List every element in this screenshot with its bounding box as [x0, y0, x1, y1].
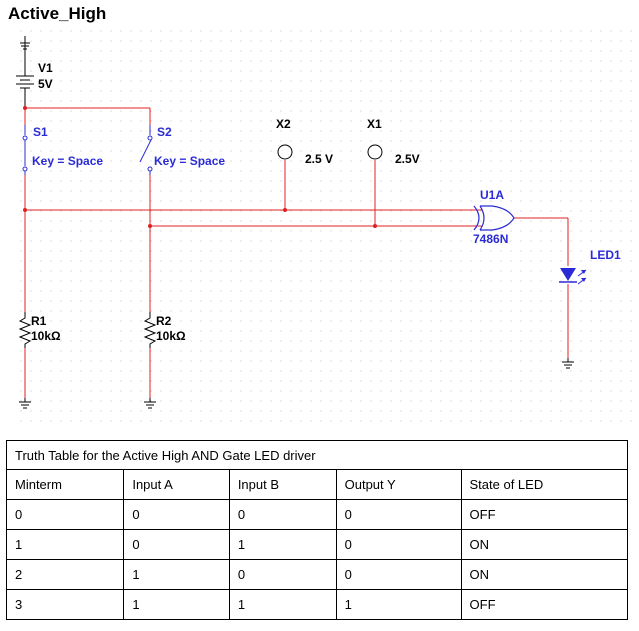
header-state-of-led: State of LED	[461, 470, 627, 500]
r2-value: 10kΩ	[156, 329, 186, 343]
header-minterm: Minterm	[7, 470, 124, 500]
truth-table	[6, 440, 628, 620]
table-cell: 1	[229, 530, 336, 560]
table-cell: 0	[124, 530, 229, 560]
r1-label: R1	[31, 314, 47, 328]
truth-table-caption: Truth Table for the Active High AND Gate LED driver	[7, 441, 628, 470]
s2-key-label: Key = Space	[154, 154, 226, 168]
truth-table-caption-row	[7, 441, 628, 470]
probe-x1	[368, 145, 382, 159]
table-cell: ON	[461, 560, 627, 590]
table-cell: 0	[336, 560, 461, 590]
table-cell: 0	[229, 500, 336, 530]
s1-key-label: Key = Space	[32, 154, 104, 168]
table-cell: 1	[336, 590, 461, 620]
table-cell: 0	[124, 500, 229, 530]
x2-label: X2	[276, 117, 291, 131]
table-cell: 0	[229, 560, 336, 590]
table-cell: 1	[124, 590, 229, 620]
table-cell: 0	[336, 500, 461, 530]
x1-value: 2.5V	[395, 152, 420, 166]
v1-value: 5V	[38, 77, 53, 91]
r2-label: R2	[156, 314, 172, 328]
table-cell: 2	[7, 560, 124, 590]
x2-value: 2.5 V	[305, 152, 334, 166]
u1-label: U1A	[480, 188, 505, 202]
header-input-a: Input A	[124, 470, 229, 500]
table-cell: 1	[124, 560, 229, 590]
table-row	[7, 560, 628, 590]
table-cell: OFF	[461, 590, 627, 620]
table-cell: OFF	[461, 500, 627, 530]
page-title: Active_High	[8, 4, 107, 23]
x1-label: X1	[367, 117, 382, 131]
table-cell: 1	[229, 590, 336, 620]
probe-x2	[278, 145, 292, 159]
table-cell: 1	[7, 530, 124, 560]
table-row	[7, 500, 628, 530]
table-row	[7, 530, 628, 560]
header-input-b: Input B	[229, 470, 336, 500]
table-cell: ON	[461, 530, 627, 560]
schematic-grid	[12, 30, 634, 425]
truth-table-header-row	[7, 470, 628, 500]
table-cell: 0	[336, 530, 461, 560]
u1-part-label: 7486N	[473, 232, 509, 246]
table-row	[7, 590, 628, 620]
v1-label: V1	[38, 61, 53, 75]
header-output-y: Output Y	[336, 470, 461, 500]
s2-label: S2	[157, 125, 172, 139]
led-label: LED1	[590, 248, 621, 262]
r1-value: 10kΩ	[31, 329, 61, 343]
table-cell: 0	[7, 500, 124, 530]
s1-label: S1	[33, 125, 48, 139]
table-cell: 3	[7, 590, 124, 620]
